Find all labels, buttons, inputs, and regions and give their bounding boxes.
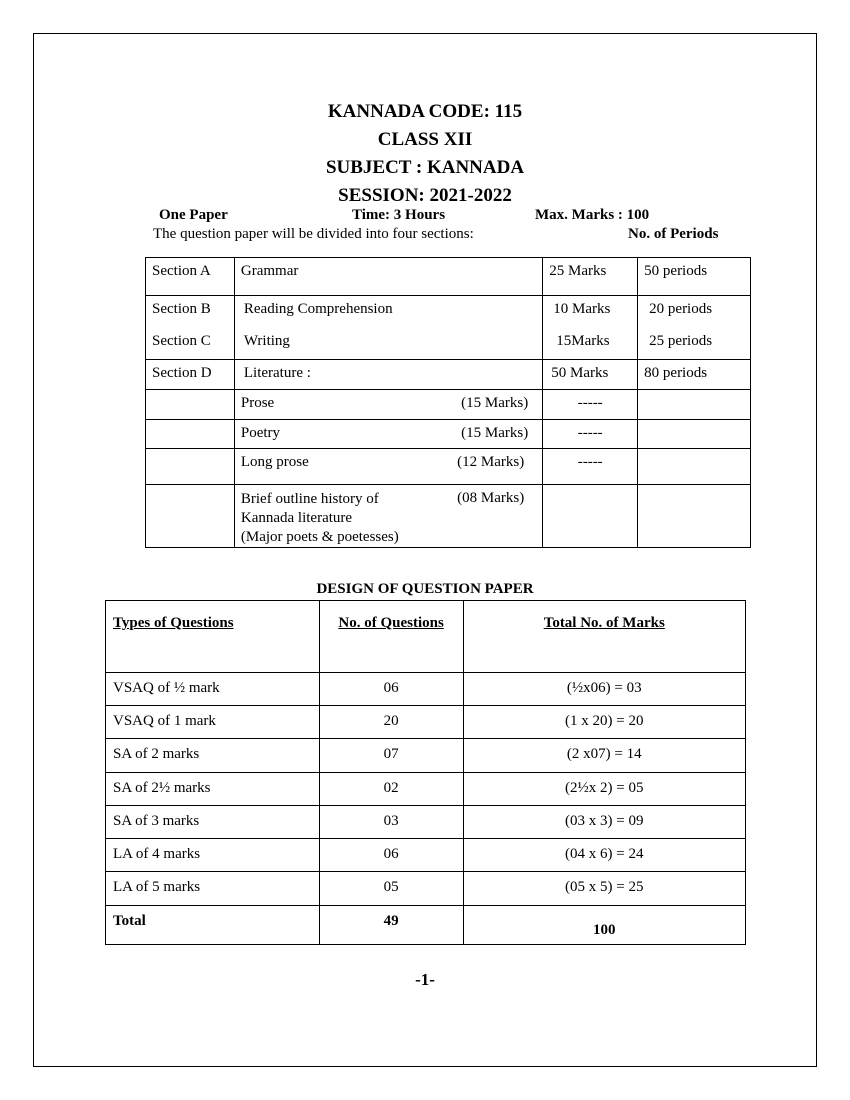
question-total: (1 x 20) = 20 <box>463 705 745 738</box>
header-total: Total No. of Marks <box>463 601 745 633</box>
header-count: No. of Questions <box>319 601 463 633</box>
question-count: 06 <box>319 672 463 705</box>
literature-item <box>234 390 542 420</box>
section-name: Section B <box>146 296 235 328</box>
literature-marks <box>543 485 638 548</box>
section-topic: Writing <box>234 328 542 360</box>
section-name: Section A <box>146 258 235 296</box>
time-label: Time: 3 Hours <box>352 207 446 223</box>
section-topic: Reading Comprehension <box>234 296 542 328</box>
literature-topic: Long prose <box>240 454 309 470</box>
question-count: 07 <box>319 738 463 772</box>
literature-row <box>146 485 751 548</box>
literature-sub-marks: (15 Marks) <box>461 395 529 411</box>
section-topic: Grammar <box>234 258 542 296</box>
kannada-code-title: KANNADA CODE: 115 <box>327 101 523 122</box>
max-marks-label: Max. Marks : 100 <box>535 207 650 223</box>
section-topic: Literature : <box>234 360 542 390</box>
table-row <box>106 672 746 705</box>
total-row <box>106 905 746 944</box>
table-row <box>106 805 746 838</box>
design-blank-row <box>106 632 746 672</box>
literature-marks: ----- <box>543 390 638 420</box>
literature-sub-marks: (12 Marks) <box>457 454 525 470</box>
literature-row <box>146 420 751 449</box>
table-row <box>106 738 746 772</box>
table-row <box>106 871 746 905</box>
table-row <box>106 705 746 738</box>
section-periods: 25 periods <box>638 328 751 360</box>
page-number: -1- <box>415 970 435 989</box>
question-total: (05 x 5) = 25 <box>463 871 745 905</box>
section-name: Section D <box>146 360 235 390</box>
section-row <box>146 258 751 296</box>
section-periods: 20 periods <box>638 296 751 328</box>
design-header-row <box>106 601 746 633</box>
literature-marks: ----- <box>543 420 638 449</box>
question-count: 05 <box>319 871 463 905</box>
sections-table <box>145 257 751 548</box>
section-marks: 10 Marks <box>543 296 638 328</box>
question-count: 20 <box>319 705 463 738</box>
total-marks: 100 <box>463 905 745 944</box>
subject-title: SUBJECT : KANNADA <box>325 157 525 178</box>
question-type: LA of 4 marks <box>106 838 320 871</box>
section-row <box>146 360 751 390</box>
section-marks: 50 Marks <box>543 360 638 390</box>
design-title: DESIGN OF QUESTION PAPER <box>316 581 534 597</box>
literature-sub-marks: (15 Marks) <box>461 425 529 441</box>
sections-intro-text: The question paper will be divided into four sections: <box>153 226 474 242</box>
literature-row <box>146 449 751 485</box>
section-periods: 80 periods <box>638 360 751 390</box>
question-count: 06 <box>319 838 463 871</box>
total-label: Total <box>106 905 320 944</box>
question-type: LA of 5 marks <box>106 871 320 905</box>
literature-topic: Poetry <box>240 425 281 441</box>
class-title: CLASS XII <box>377 129 473 150</box>
literature-item <box>234 449 542 485</box>
design-table <box>105 600 746 945</box>
question-type: SA of 2½ marks <box>106 772 320 805</box>
periods-column-header: No. of Periods <box>628 226 719 242</box>
literature-sub-marks: (08 Marks) <box>457 490 525 506</box>
section-marks: 25 Marks <box>543 258 638 296</box>
question-type: SA of 3 marks <box>106 805 320 838</box>
question-count: 03 <box>319 805 463 838</box>
total-count: 49 <box>319 905 463 944</box>
section-row <box>146 296 751 328</box>
question-total: (2½x 2) = 05 <box>463 772 745 805</box>
literature-topic: Brief outline history of Kannada literature (Major poets & poetesses) <box>240 491 399 545</box>
section-name: Section C <box>146 328 235 360</box>
question-count: 02 <box>319 772 463 805</box>
one-paper-label: One Paper <box>159 207 228 223</box>
literature-item <box>234 420 542 449</box>
section-periods: 50 periods <box>638 258 751 296</box>
literature-item <box>234 485 542 548</box>
header-types: Types of Questions <box>106 601 320 633</box>
question-type: VSAQ of 1 mark <box>106 705 320 738</box>
question-total: (2 x07) = 14 <box>463 738 745 772</box>
table-row <box>106 772 746 805</box>
question-total: (03 x 3) = 09 <box>463 805 745 838</box>
question-total: (04 x 6) = 24 <box>463 838 745 871</box>
literature-topic: Prose <box>240 395 275 411</box>
section-marks: 15Marks <box>543 328 638 360</box>
session-title: SESSION: 2021-2022 <box>338 185 512 206</box>
section-row <box>146 328 751 360</box>
question-total: (½x06) = 03 <box>463 672 745 705</box>
literature-row <box>146 390 751 420</box>
question-type: SA of 2 marks <box>106 738 320 772</box>
table-row <box>106 838 746 871</box>
question-type: VSAQ of ½ mark <box>106 672 320 705</box>
literature-marks: ----- <box>543 449 638 485</box>
